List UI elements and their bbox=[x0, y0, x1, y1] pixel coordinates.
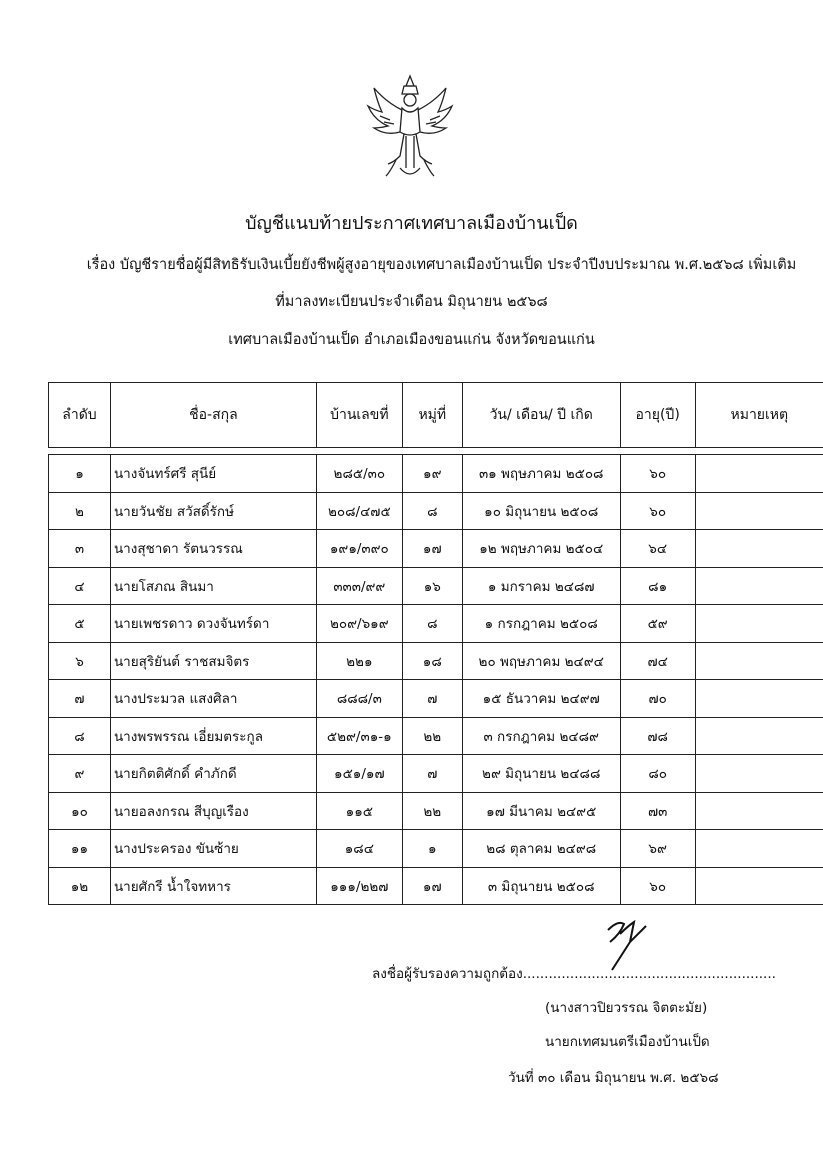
cell-note bbox=[695, 605, 823, 643]
cell-house: ๑๑๕ bbox=[316, 792, 402, 830]
cell-house: ๕๒๙/๓๑-๑ bbox=[316, 717, 402, 755]
cell-note bbox=[695, 455, 823, 493]
cell-age: ๗๔ bbox=[620, 642, 695, 680]
cell-no: ๙ bbox=[49, 755, 111, 793]
cell-house: ๓๓๓/๙๙ bbox=[316, 567, 402, 605]
table-row bbox=[49, 530, 823, 568]
table-row bbox=[49, 755, 823, 793]
cell-name: นางสุชาดา รัตนวรรณ bbox=[110, 530, 316, 568]
col-header-note: หมายเหตุ bbox=[695, 383, 823, 448]
cell-age: ๘๑ bbox=[620, 567, 695, 605]
table-row bbox=[49, 455, 823, 493]
cell-dob: ๓๑ พฤษภาคม ๒๕๐๘ bbox=[462, 455, 620, 493]
cell-moo: ๘ bbox=[402, 492, 462, 530]
cell-name: นายอลงกรณ สีบุญเรือง bbox=[110, 792, 316, 830]
cell-moo: ๑๙ bbox=[402, 455, 462, 493]
cell-moo: ๑๘ bbox=[402, 642, 462, 680]
cell-age: ๖๐ bbox=[620, 455, 695, 493]
document-title: บัญชีแนบท้ายประกาศเทศบาลเมืองบ้านเป็ด bbox=[245, 213, 578, 234]
cell-house: ๑๙๑/๓๙๐ bbox=[316, 530, 402, 568]
cell-note bbox=[695, 530, 823, 568]
cell-name: นางพรพรรณ เอี่ยมตระกูล bbox=[110, 717, 316, 755]
cell-dob: ๑๐ มิถุนายน ๒๕๐๘ bbox=[462, 492, 620, 530]
table-row bbox=[49, 867, 823, 905]
cell-age: ๘๐ bbox=[620, 755, 695, 793]
cell-age: ๗๐ bbox=[620, 680, 695, 718]
cell-name: นายเพชรดาว ดวงจันทร์ดา bbox=[110, 605, 316, 643]
cell-age: ๖๐ bbox=[620, 867, 695, 905]
cell-age: ๕๙ bbox=[620, 605, 695, 643]
cell-name: นางจันทร์ศรี สุนีย์ bbox=[110, 455, 316, 493]
col-header-age: อายุ(ปี) bbox=[620, 383, 695, 448]
cell-house: ๒๐๙/๖๑๙ bbox=[316, 605, 402, 643]
cell-dob: ๓ กรกฎาคม ๒๔๘๙ bbox=[462, 717, 620, 755]
table-row bbox=[49, 680, 823, 718]
cell-house: ๑๕๑/๑๗ bbox=[316, 755, 402, 793]
cell-name: นางประมวล แสงศิลา bbox=[110, 680, 316, 718]
cell-moo: ๒๒ bbox=[402, 792, 462, 830]
col-header-dob: วัน/ เดือน/ ปี เกิด bbox=[462, 383, 620, 448]
beneficiary-table bbox=[48, 382, 823, 905]
table-row bbox=[49, 492, 823, 530]
cell-no: ๒ bbox=[49, 492, 111, 530]
cell-age: ๖๔ bbox=[620, 530, 695, 568]
cell-dob: ๑ กรกฎาคม ๒๕๐๘ bbox=[462, 605, 620, 643]
cell-moo: ๑๗ bbox=[402, 530, 462, 568]
cell-age: ๗๓ bbox=[620, 792, 695, 830]
col-header-moo: หมู่ที่ bbox=[402, 383, 462, 448]
cell-dob: ๑๒ พฤษภาคม ๒๕๐๔ bbox=[462, 530, 620, 568]
table-row bbox=[49, 792, 823, 830]
municipality-location: เทศบาลเมืองบ้านเป็ด อำเภอเมืองขอนแก่น จังหวัดขอนแก่น bbox=[228, 332, 595, 348]
table-row bbox=[49, 605, 823, 643]
cell-no: ๑๐ bbox=[49, 792, 111, 830]
cell-no: ๔ bbox=[49, 567, 111, 605]
cell-house: ๑๑๑/๒๒๗ bbox=[316, 867, 402, 905]
table-row bbox=[49, 567, 823, 605]
cell-age: ๖๙ bbox=[620, 830, 695, 868]
col-header-name: ชื่อ-สกุล bbox=[110, 383, 316, 448]
cell-age: ๖๐ bbox=[620, 492, 695, 530]
cell-no: ๘ bbox=[49, 717, 111, 755]
cell-moo: ๗ bbox=[402, 680, 462, 718]
cell-note bbox=[695, 830, 823, 868]
cell-dob: ๒๘ ตุลาคม ๒๔๙๘ bbox=[462, 830, 620, 868]
cell-no: ๑ bbox=[49, 455, 111, 493]
cell-moo: ๒๒ bbox=[402, 717, 462, 755]
cell-name: นายศักรี น้ำใจทหาร bbox=[110, 867, 316, 905]
cell-moo: ๑๗ bbox=[402, 867, 462, 905]
cell-dob: ๑๕ ธันวาคม ๒๔๙๗ bbox=[462, 680, 620, 718]
signatory-name: (นางสาวปิยวรรณ จิตตะมัย) bbox=[545, 1000, 708, 1016]
cell-name: นายโสภณ สินมา bbox=[110, 567, 316, 605]
cell-note bbox=[695, 492, 823, 530]
cell-moo: ๑ bbox=[402, 830, 462, 868]
cell-house: ๑๘๔ bbox=[316, 830, 402, 868]
cell-moo: ๗ bbox=[402, 755, 462, 793]
cell-note bbox=[695, 717, 823, 755]
cell-no: ๕ bbox=[49, 605, 111, 643]
cell-no: ๗ bbox=[49, 680, 111, 718]
garuda-emblem-icon bbox=[360, 72, 460, 184]
cell-dob: ๓ มิถุนายน ๒๕๐๘ bbox=[462, 867, 620, 905]
cell-dob: ๒๙ มิถุนายน ๒๔๘๘ bbox=[462, 755, 620, 793]
cell-house: ๒๒๑ bbox=[316, 642, 402, 680]
table-row bbox=[49, 830, 823, 868]
registration-month: ที่มาลงทะเบียนประจำเดือน มิถุนายน ๒๕๖๘ bbox=[275, 294, 548, 310]
cell-name: นายสุริยันต์ ราชสมจิตร bbox=[110, 642, 316, 680]
cell-dob: ๒๐ พฤษภาคม ๒๔๙๔ bbox=[462, 642, 620, 680]
cell-no: ๑๑ bbox=[49, 830, 111, 868]
cell-no: ๑๒ bbox=[49, 867, 111, 905]
cell-note bbox=[695, 792, 823, 830]
col-header-house: บ้านเลขที่ bbox=[316, 383, 402, 448]
cell-moo: ๑๖ bbox=[402, 567, 462, 605]
cell-name: นางประครอง ขันซ้าย bbox=[110, 830, 316, 868]
cell-note bbox=[695, 567, 823, 605]
cell-note bbox=[695, 642, 823, 680]
cell-dob: ๑ มกราคม ๒๔๘๗ bbox=[462, 567, 620, 605]
cell-no: ๖ bbox=[49, 642, 111, 680]
col-header-no: ลำดับ bbox=[49, 383, 111, 448]
cell-name: นายกิตติศักดิ์ คำภักดี bbox=[110, 755, 316, 793]
signatory-position: นายกเทศมนตรีเมืองบ้านเป็ด bbox=[545, 1034, 710, 1050]
cell-house: ๒๐๘/๔๗๕ bbox=[316, 492, 402, 530]
cell-dob: ๑๗ มีนาคม ๒๔๙๕ bbox=[462, 792, 620, 830]
table-header-row bbox=[49, 383, 823, 448]
cell-note bbox=[695, 867, 823, 905]
cell-no: ๓ bbox=[49, 530, 111, 568]
cell-age: ๗๘ bbox=[620, 717, 695, 755]
cell-house: ๘๘๘/๓ bbox=[316, 680, 402, 718]
table-row bbox=[49, 642, 823, 680]
signature-date: วันที่ ๓๐ เดือน มิถุนายน พ.ศ. ๒๕๖๘ bbox=[508, 1070, 719, 1086]
cell-note bbox=[695, 755, 823, 793]
document-subject: เรื่อง บัญชีรายชื่อผู้มีสิทธิรับเงินเบี้ยยังชีพผู้สูงอายุของเทศบาลเมืองบ้านเป็ด ประจำปีงบประมาณ พ.ศ.๒๕๖๘ เพิ่มเติม bbox=[86, 257, 797, 273]
cell-name: นายวันชัย สวัสดิ์รักษ์ bbox=[110, 492, 316, 530]
cell-house: ๒๘๕/๓๐ bbox=[316, 455, 402, 493]
cell-note bbox=[695, 680, 823, 718]
cell-moo: ๘ bbox=[402, 605, 462, 643]
signature-line: ลงชื่อผู้รับรองความถูกต้อง........................................................... bbox=[372, 966, 776, 982]
table-row bbox=[49, 717, 823, 755]
